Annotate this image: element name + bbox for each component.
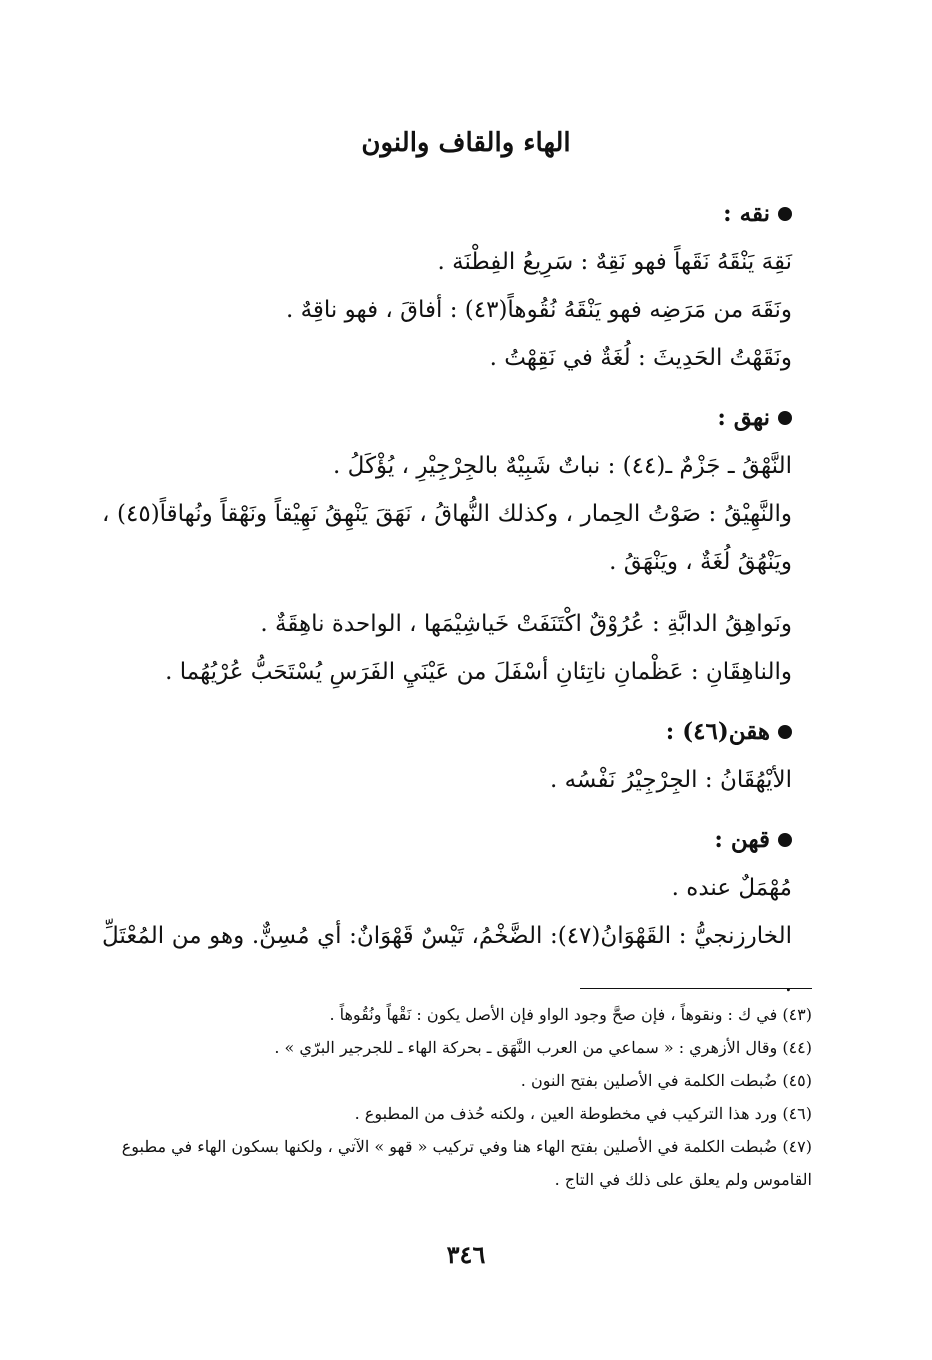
entry-line: ونَقَهْتُ الحَدِيثَ : لُغَةٌ في نَقِهْتُ . <box>489 345 792 371</box>
entry-line: النَّهْقُ ـ جَزْمٌ ـ(٤٤) : نباتٌ شَبِيْهٌ بالجِرْجِيْرِ ، يُؤْكَلُ . <box>333 453 792 479</box>
entry-line: ونَواهِقُ الدابَّةِ : عُرُوْقٌ اكْتَنَفَتْ خَياشِيْمَها ، الواحدة ناهِقَةٌ . <box>260 611 792 637</box>
bullet-icon <box>778 207 792 221</box>
entry-headword: قهن : <box>714 826 770 853</box>
footnote: (٤٤) وقال الأزهري : « سماعي من العرب النَّهَق ـ بحركة الهاء ـ للجرجير البرّي » . <box>274 1038 812 1057</box>
footnote: (٤٥) ضُبطت الكلمة في الأصلين بفتح النون . <box>520 1071 812 1090</box>
entry-line: والنَّهِيْقُ : صَوْتُ الحِمار ، وكذلك النُّهاقُ ، نَهَقَ يَنْهِقُ نَهِيْقاً ونَهْقاً ونُهاقاً(٤٥) ، ويَنْهُقُ لُغَةٌ ، ويَنْهَقُ . <box>102 501 792 575</box>
entry-line: نَقِهَ يَنْقَهُ نَقَهاً فهو نَقِهٌ : سَرِيعُ الفِطْنَة . <box>437 249 792 275</box>
entry-headword: نهق : <box>717 404 770 431</box>
entry-nahaq <box>102 394 792 696</box>
entry-haqan <box>102 708 792 804</box>
page-number: ٣٤٦ <box>446 1240 486 1269</box>
entry-line: الأيْهُقَانُ : الجِرْجِيْرُ نَفْسُه . <box>549 767 792 793</box>
footnote: (٤٧) ضُبطت الكلمة في الأصلين بفتح الهاء هنا وفي تركيب « قهو » الآتي ، ولكنها بسكون الهاء في مطبوع القاموس ولم يعلق على ذلك في التاج . <box>121 1137 812 1189</box>
bullet-icon <box>778 411 792 425</box>
entry-line: الخارزنجيُّ : القَهْوَانُ(٤٧): الضَّخْمُ، تَيْسٌ قَهْوَانٌ: أي مُسِنٌّ. وهو من المُعْتَلِّ . <box>102 923 792 997</box>
footnotes <box>112 998 812 1196</box>
running-head: الهاء والقاف والنون <box>361 128 571 158</box>
entry-headword: هقن(٤٦) : <box>665 718 770 745</box>
entry-line: ونَقَهَ من مَرَضِه فهو يَنْقَهُ نُقُوهاً(٤٣) : أفاقَ ، فهو ناقِهٌ . <box>285 297 792 323</box>
entry-naqah <box>102 190 792 382</box>
entry-qahan <box>102 816 792 1008</box>
bullet-icon <box>778 833 792 847</box>
entry-headword: نقه : <box>723 200 770 227</box>
bullet-icon <box>778 725 792 739</box>
footnote: (٤٣) في ك : ونقوهاً ، فإن صحَّ وجود الواو فإن الأصل يكون : نَقْهاً ونُقُوهاً . <box>329 1005 812 1024</box>
entry-line: والناهِقَانِ : عَظْمانِ ناتِئانِ أسْفَلَ من عَيْنَيِ الفَرَسِ يُسْتَحَبُّ عُرْيُهُما . <box>165 659 792 685</box>
footnote: (٤٦) ورد هذا التركيب في مخطوطة العين ، ولكنه حُذف من المطبوع . <box>354 1104 812 1123</box>
entry-line: مُهْمَلٌ عنده . <box>671 875 792 901</box>
dictionary-content <box>102 190 792 1020</box>
footnote-separator <box>580 988 812 989</box>
